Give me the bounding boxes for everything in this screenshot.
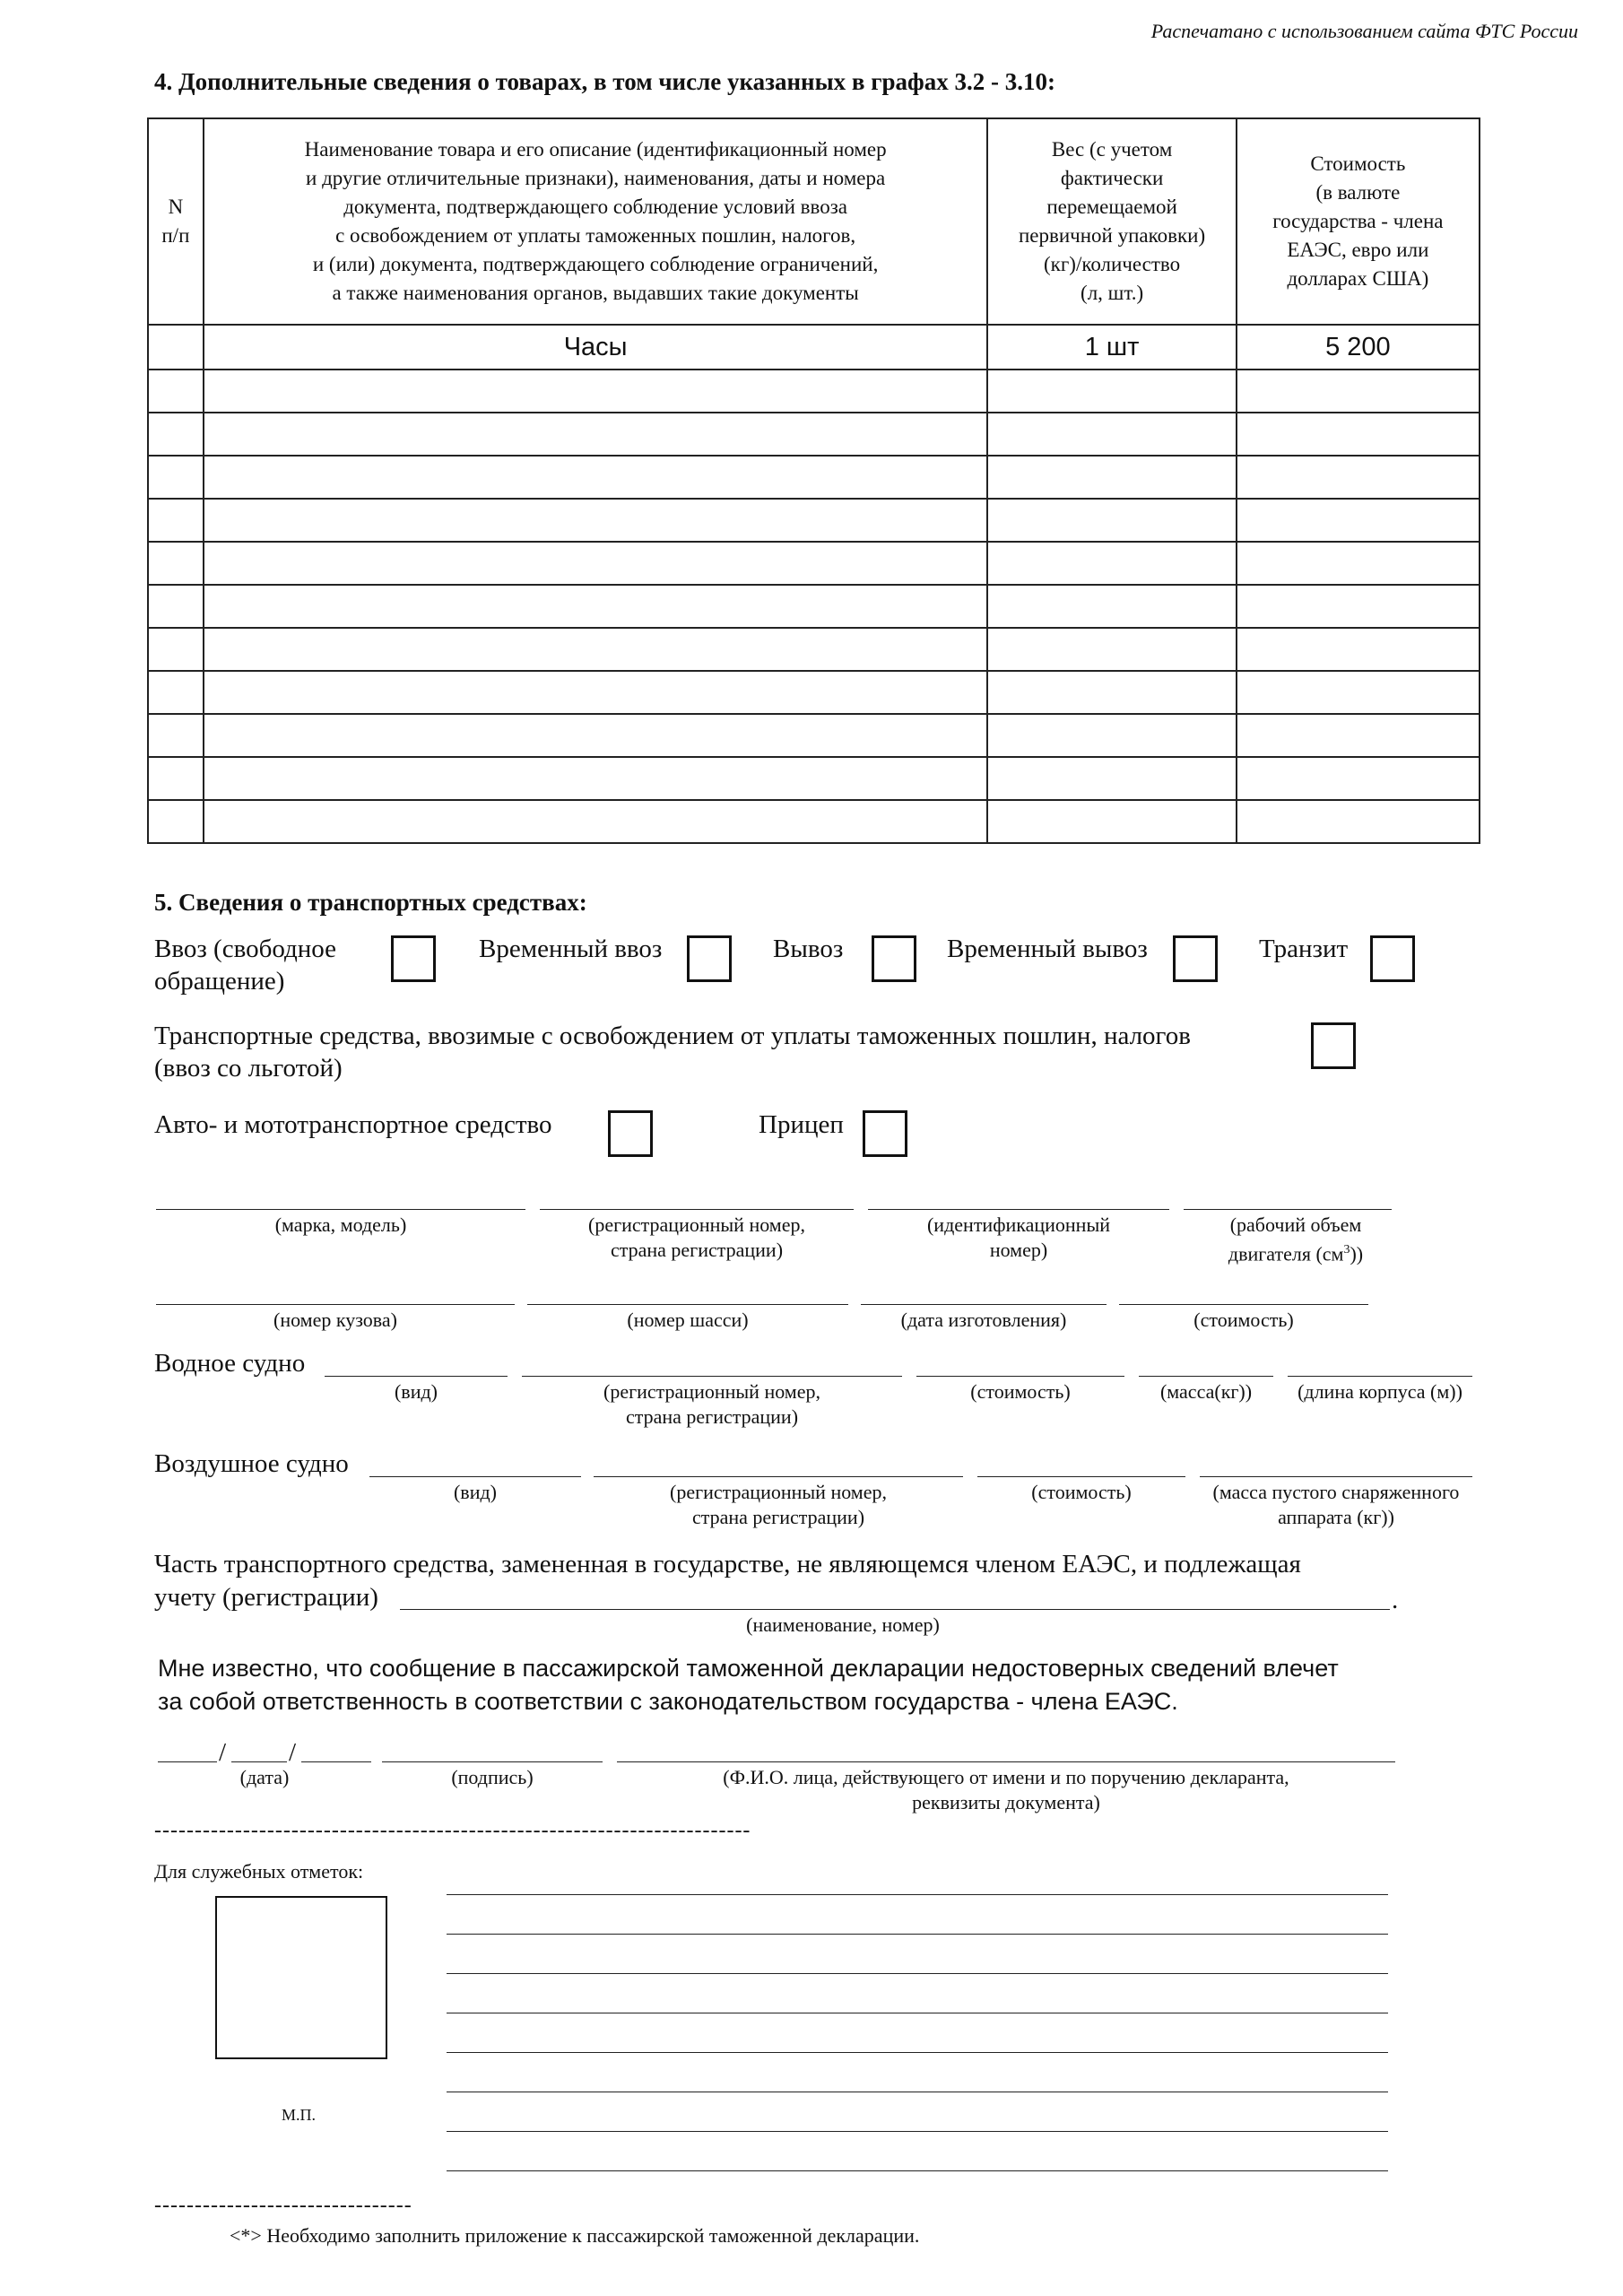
cell-cost[interactable] [1237,456,1480,499]
field-air-regnum-line[interactable] [594,1476,963,1477]
label-auto: Авто- и мототранспортное средство [154,1110,552,1139]
cell-number[interactable] [148,456,204,499]
cell-number[interactable] [148,671,204,714]
label-water-vessel: Водное судно [154,1349,306,1378]
cell-number[interactable] [148,757,204,800]
date-slash-1: / [219,1738,227,1767]
checkbox-auto[interactable] [608,1110,653,1157]
caption-air-regnum: (регистрационный номер, страна регистрации) [670,1481,887,1528]
field-person-line[interactable] [617,1761,1395,1762]
checkbox-transit[interactable] [1370,935,1415,982]
cell-description[interactable]: Часы [204,325,988,370]
table-row [148,714,1480,757]
cell-weight-qty[interactable] [987,542,1236,585]
field-idnum-line[interactable] [868,1209,1169,1210]
field-air-kind-line[interactable] [369,1476,581,1477]
caption-water-cost: (стоимость) [970,1380,1071,1403]
col-header-weight: Вес (с учетом фактически перемещаемой первичной упаковки) (кг)/количество (л, шт.) [987,118,1236,325]
cell-description[interactable] [204,757,988,800]
cell-cost[interactable]: 5 200 [1237,325,1480,370]
caption-signature: (подпись) [451,1766,534,1788]
cell-cost[interactable] [1237,413,1480,456]
caption-air-empty-mass: (масса пустого снаряженного аппарата (кг)) [1212,1481,1460,1528]
field-water-regnum-line[interactable] [522,1376,902,1377]
field-date-day-line[interactable] [158,1761,217,1762]
cell-number[interactable] [148,325,204,370]
field-date-year-line[interactable] [301,1761,371,1762]
cell-cost[interactable] [1237,800,1480,843]
cell-description[interactable] [204,370,988,413]
field-air-cost-line[interactable] [977,1476,1185,1477]
cell-number[interactable] [148,800,204,843]
section4-title: 4. Дополнительные сведения о товарах, в том числе указанных в графах 3.2 - 3.10: [154,68,1055,95]
field-date-month-line[interactable] [231,1761,287,1762]
cell-weight-qty[interactable] [987,370,1236,413]
cell-cost[interactable] [1237,499,1480,542]
label-temp-export: Временный вывоз [947,935,1148,963]
cell-cost[interactable] [1237,757,1480,800]
table-row [148,325,1480,370]
separator-footnote: -------------------------------- [154,2194,412,2217]
date-slash-2: / [289,1738,297,1767]
cell-weight-qty[interactable] [987,628,1236,671]
goods-table-header [148,118,1480,325]
cell-cost[interactable] [1237,370,1480,413]
caption-idnum: (идентификационный номер) [926,1213,1110,1261]
declaration-text: Мне известно, что сообщение в пассажирской таможенной декларации недостоверных сведений влечет за собой ответственность в соответствии с законодательством государства - члена ЕАЭС. [158,1655,1339,1715]
cell-description[interactable] [204,413,988,456]
cell-cost[interactable] [1237,671,1480,714]
field-auto-cost-line[interactable] [1119,1304,1368,1305]
cell-description[interactable] [204,585,988,628]
cell-weight-qty[interactable]: 1 шт [987,325,1236,370]
cell-weight-qty[interactable] [987,671,1236,714]
part-period: . [1392,1586,1399,1614]
caption-engine: (рабочий объем двигателя $(см^3)$) [1228,1213,1364,1265]
caption-person: (Ф.И.О. лица, действующего от имени и по поручению декларанта, реквизиты документа) [723,1766,1289,1813]
label-import: Ввоз (свободное обращение) [154,935,336,996]
caption-date: (дата) [239,1766,290,1788]
cell-description[interactable] [204,800,988,843]
field-date-made-line[interactable] [861,1304,1107,1305]
field-water-mass-line[interactable] [1139,1376,1273,1377]
caption-auto-cost: (стоимость) [1193,1309,1294,1331]
table-row [148,585,1480,628]
field-make-line[interactable] [156,1209,525,1210]
cell-description[interactable] [204,499,988,542]
cell-weight-qty[interactable] [987,499,1236,542]
field-air-mass-line[interactable] [1200,1476,1472,1477]
field-engine-line[interactable] [1184,1209,1392,1210]
caption-make: (марка, модель) [274,1213,407,1236]
cell-number[interactable] [148,542,204,585]
cell-weight-qty[interactable] [987,413,1236,456]
field-water-cost-line[interactable] [916,1376,1124,1377]
cell-description[interactable] [204,628,988,671]
checkbox-temp-import[interactable] [687,935,732,982]
cell-weight-qty[interactable] [987,714,1236,757]
caption-water-mass: (масса(кг)) [1159,1380,1253,1403]
table-row [148,370,1480,413]
caption-water-regnum: (регистрационный номер, страна регистрации) [603,1380,820,1428]
label-exempt: Транспортные средства, ввозимые с освобождением от уплаты таможенных пошлин, налогов (ввоз со льготой) [154,1022,1191,1083]
separator-official: -------------------------------------------------------------------------- [154,1819,751,1842]
field-water-kind-line[interactable] [325,1376,508,1377]
caption-part-name: (наименование, номер) [746,1613,940,1636]
official-line-3[interactable] [447,1973,1388,1974]
cell-number[interactable] [148,714,204,757]
col-header-description: Наименование товара и его описание (идентификационный номер и другие отличительные признаки), наименования, даты и номера документа, подтверждающего соблюдение условий ввоза с освобождением от уплаты таможенных пошлин, налогов, и (или) документа, подтверждающего соблюдение ограничений, а также наименования органов, выдавших такие документы [204,118,988,325]
cell-description[interactable] [204,671,988,714]
official-line-2[interactable] [447,1934,1388,1935]
checkbox-export[interactable] [872,935,916,982]
caption-regnum: (регистрационный номер, страна регистрации) [588,1213,805,1261]
label-trailer: Прицеп [759,1110,844,1139]
checkbox-exempt[interactable] [1311,1022,1356,1069]
field-chassis-line[interactable] [527,1304,848,1305]
table-row [148,542,1480,585]
checkbox-import[interactable] [391,935,436,982]
print-note: Распечатано с использованием сайта ФТС России [1150,20,1578,42]
cell-weight-qty[interactable] [987,757,1236,800]
label-temp-import: Временный ввоз [479,935,663,963]
cell-weight-qty[interactable] [987,456,1236,499]
table-row [148,499,1480,542]
label-export: Вывоз [773,935,844,963]
cell-description[interactable] [204,456,988,499]
cell-number[interactable] [148,628,204,671]
cell-description[interactable] [204,714,988,757]
cell-weight-qty[interactable] [987,585,1236,628]
checkbox-temp-export[interactable] [1173,935,1218,982]
field-signature-line[interactable] [382,1761,603,1762]
field-part-line[interactable] [400,1609,1390,1610]
checkbox-trailer[interactable] [863,1110,907,1157]
cell-number[interactable] [148,499,204,542]
stamp-mp-label: М.П. [282,2106,317,2124]
goods-table [147,117,1480,844]
cell-weight-qty[interactable] [987,800,1236,843]
field-regnum-line[interactable] [540,1209,854,1210]
cell-description[interactable] [204,542,988,585]
table-row [148,456,1480,499]
col-header-number: N п/п [148,118,204,325]
caption-date-made: (дата изготовления) [900,1309,1067,1331]
stamp-box [215,1896,387,2059]
col-header-cost: Стоимость (в валюте государства - члена ЕАЭС, евро или долларах США) [1237,118,1480,325]
official-line-7[interactable] [447,2131,1388,2132]
cell-number[interactable] [148,370,204,413]
caption-air-cost: (стоимость) [1031,1481,1132,1503]
label-part-line2: учету (регистрации) [154,1583,378,1612]
official-line-5[interactable] [447,2052,1388,2053]
field-water-hull-line[interactable] [1288,1376,1472,1377]
caption-water-kind: (вид) [394,1380,438,1403]
table-row [148,413,1480,456]
table-row [148,671,1480,714]
cell-cost[interactable] [1237,628,1480,671]
table-row [148,800,1480,843]
caption-water-hull: (длина корпуса (м)) [1298,1380,1462,1403]
table-row [148,757,1480,800]
section5-title: 5. Сведения о транспортных средствах: [154,889,587,916]
caption-air-kind: (вид) [453,1481,497,1503]
table-row [148,628,1480,671]
field-body-line[interactable] [156,1304,515,1305]
official-line-8[interactable] [447,2170,1388,2171]
caption-body: (номер кузова) [273,1309,397,1331]
official-label: Для служебных отметок: [154,1860,364,1883]
cell-cost[interactable] [1237,714,1480,757]
cell-cost[interactable] [1237,542,1480,585]
cell-cost[interactable] [1237,585,1480,628]
official-line-1[interactable] [447,1894,1388,1895]
caption-chassis: (номер шасси) [627,1309,749,1331]
label-air-vessel: Воздушное судно [154,1449,349,1478]
cell-number[interactable] [148,413,204,456]
label-part-line1: Часть транспортного средства, замененная в государстве, не являющемся членом ЕАЭС, и подлежащая [154,1550,1301,1578]
cell-number[interactable] [148,585,204,628]
label-transit: Транзит [1259,935,1349,963]
footnote-text: <*> Необходимо заполнить приложение к пассажирской таможенной декларации. [230,2224,920,2247]
